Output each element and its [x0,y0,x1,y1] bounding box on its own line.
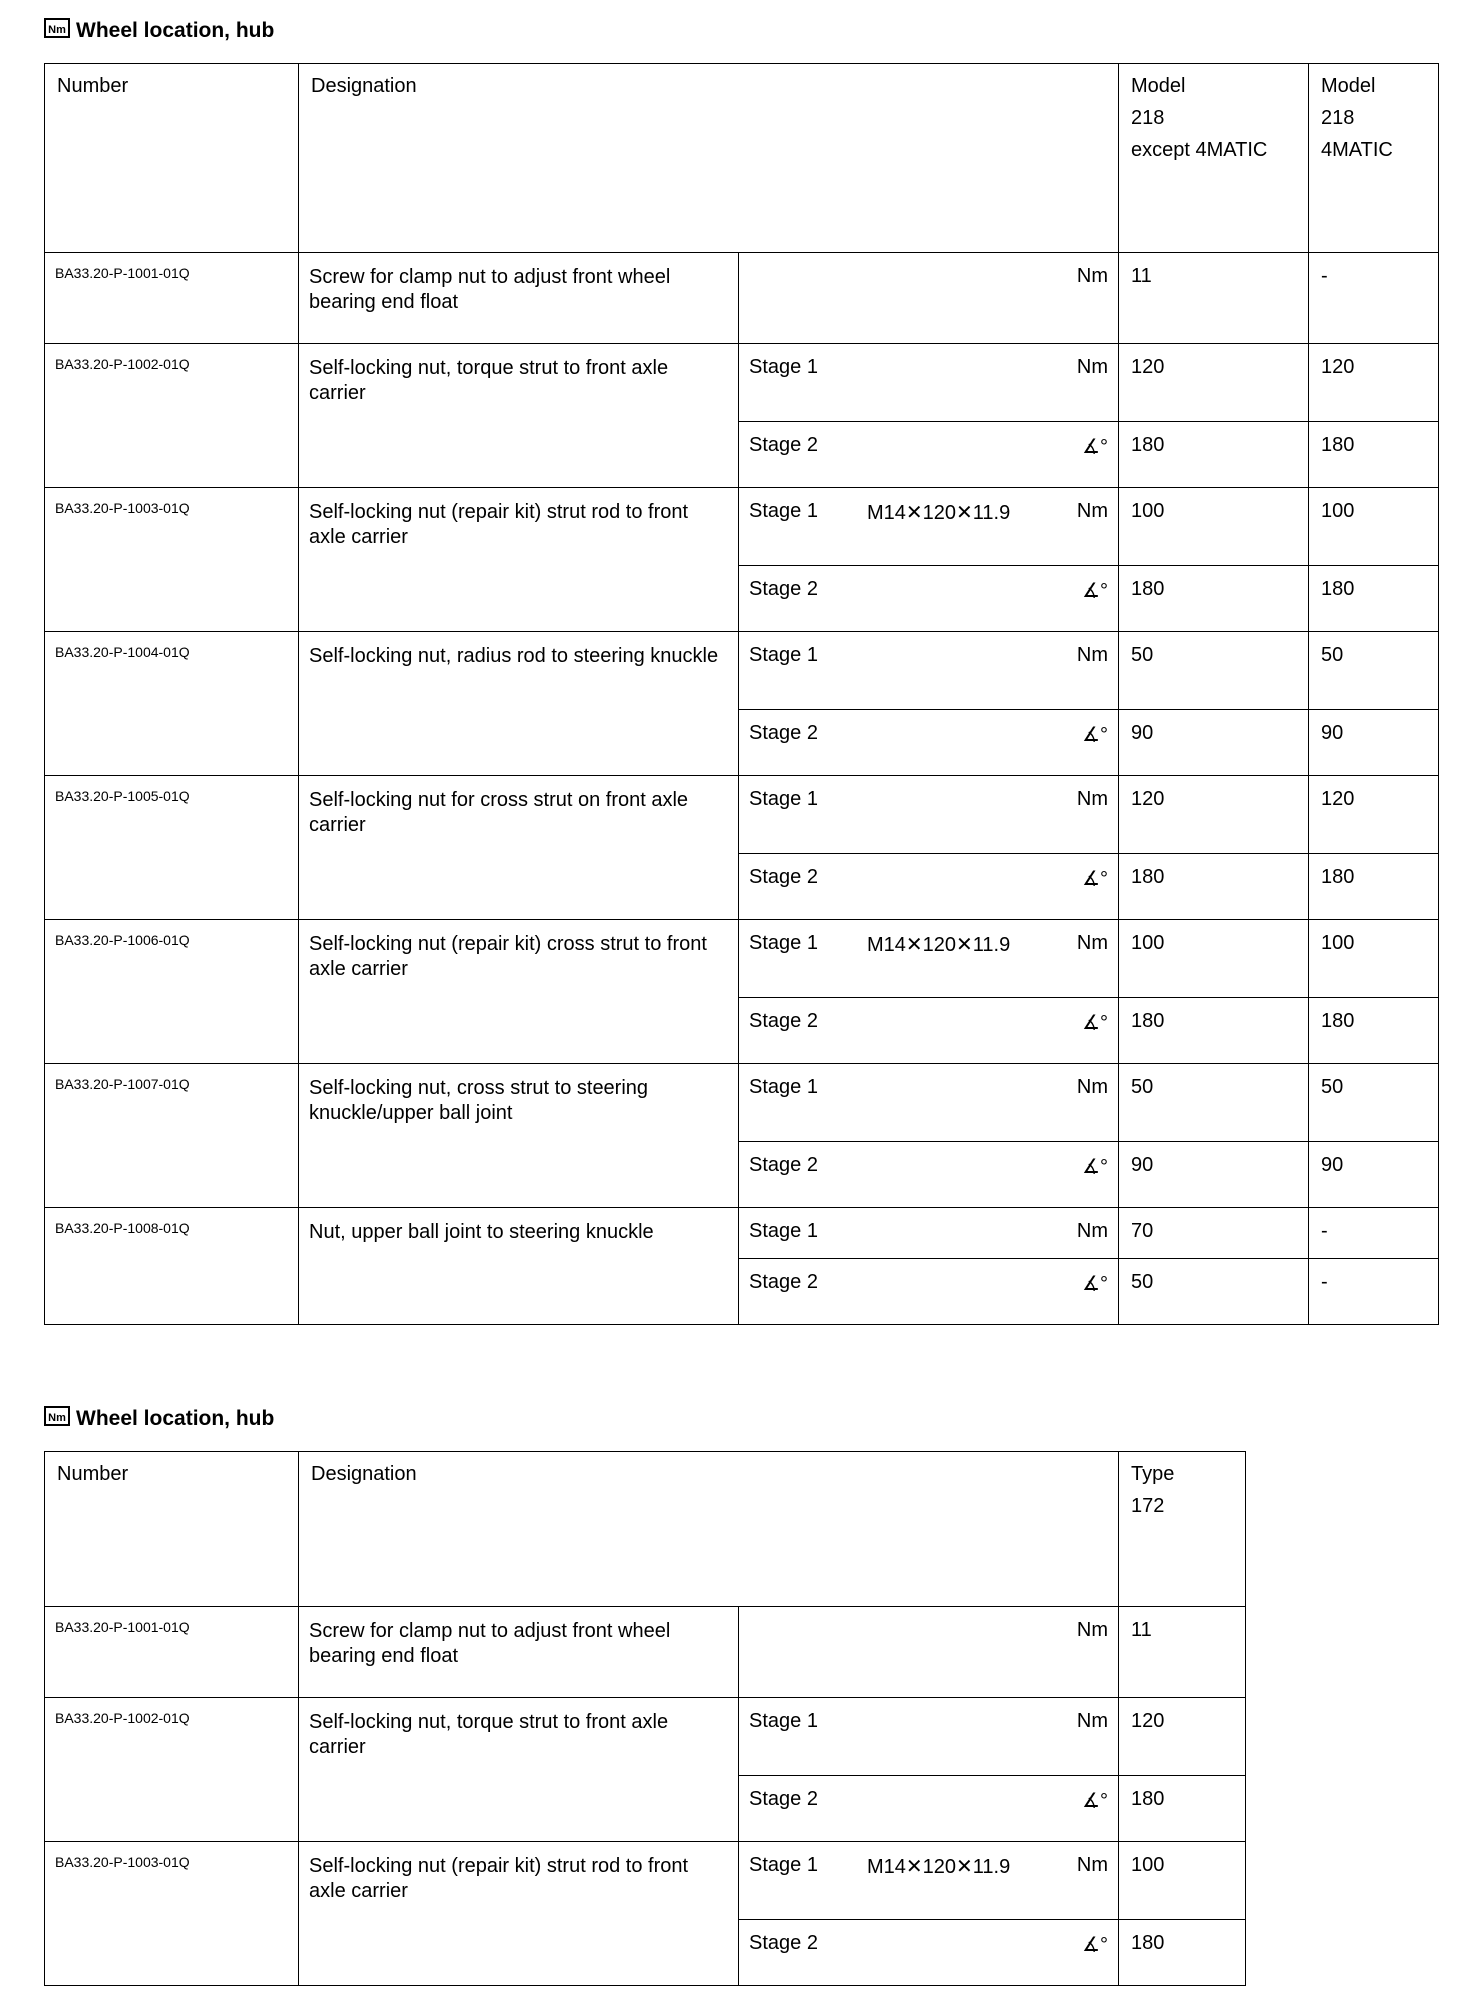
designation: Screw for clamp nut to adjust front wheel bearing end float [299,253,739,344]
value-col1: 70 [1119,1208,1309,1259]
value-col2: 50 [1309,1064,1439,1142]
section-title-text: Wheel location, hub [76,1407,275,1430]
stage-row [739,566,1118,603]
designation: Self-locking nut, cross strut to steering knuckle/upper ball joint [299,1064,739,1208]
part-number: BA33.20-P-1007-01Q [45,1064,299,1208]
header-line: Model [1131,75,1186,97]
stage-label: Stage 1 [749,932,818,954]
part-number: BA33.20-P-1003-01Q [45,1842,299,1986]
header-model-218-except-4matic [1119,64,1309,253]
stage-cell [739,422,1119,488]
angle-icon: ∡° [1082,1156,1108,1178]
stage-label: Stage 2 [749,1788,818,1810]
designation: Self-locking nut, radius rod to steering knuckle [299,632,739,776]
value-col1: 180 [1119,1920,1246,1986]
designation: Self-locking nut, torque strut to front axle carrier [299,344,739,488]
stage-row [739,1920,1118,1957]
value-col1: 120 [1119,344,1309,422]
stage-row [739,1259,1118,1296]
stage-row [739,1698,1118,1733]
header-type-172 [1119,1452,1246,1607]
header-number: Number [45,64,299,253]
unit-label: Nm [1076,1220,1108,1242]
unit-label: Nm [1076,1619,1108,1641]
stage-row [739,253,1118,288]
stage-label: Stage 2 [749,578,818,600]
part-number: BA33.20-P-1004-01Q [45,632,299,776]
table-row [45,1698,1246,1776]
stage-label: Stage 2 [749,1932,818,1954]
stage-label: Stage 2 [749,1271,818,1293]
stage-cell [739,1698,1119,1776]
stage-label: Stage 2 [749,722,818,744]
value-col2: 90 [1309,1142,1439,1208]
table-row [45,1208,1439,1259]
stage-spec: M14✕120✕11.9 [867,1856,1011,1878]
header-line: 218 [1131,107,1165,129]
designation: Self-locking nut, torque strut to front axle carrier [299,1698,739,1842]
unit-label: Nm [1076,265,1108,287]
stage-label: Stage 1 [749,1076,818,1098]
part-number: BA33.20-P-1005-01Q [45,776,299,920]
stage-row [739,1064,1118,1099]
stage-label: Stage 2 [749,1010,818,1032]
stage-label: Stage 1 [749,500,818,522]
value-col2: 180 [1309,998,1439,1064]
value-col2: 120 [1309,344,1439,422]
header-line: 172 [1131,1495,1165,1517]
value-col1: 100 [1119,1842,1246,1920]
value-col2: 180 [1309,566,1439,632]
unit-label: Nm [1076,356,1108,378]
angle-icon: ∡° [1082,1273,1108,1295]
stage-spec: M14✕120✕11.9 [867,502,1011,524]
table-row [45,344,1439,422]
part-number: BA33.20-P-1002-01Q [45,344,299,488]
stage-label: Stage 1 [749,1220,818,1242]
header-line: Type [1131,1463,1175,1485]
angle-icon: ∡° [1082,868,1108,890]
stage-row [739,632,1118,667]
stage-label: Stage 2 [749,434,818,456]
value-col2: 100 [1309,488,1439,566]
table-row [45,1842,1246,1920]
value-col2: 180 [1309,422,1439,488]
header-line: except 4MATIC [1131,139,1268,161]
unit-label: Nm [1076,1854,1108,1876]
table-row [45,920,1439,998]
header-line: Model [1321,75,1376,97]
value-col1: 120 [1119,776,1309,854]
stage-cell [739,1259,1119,1325]
section-title-1 [44,16,274,46]
part-number: BA33.20-P-1001-01Q [45,253,299,344]
stage-spec: M14✕120✕11.9 [867,934,1011,956]
angle-icon: ∡° [1082,1012,1108,1034]
header-designation: Designation [299,64,1119,253]
header-model-218-4matic [1309,64,1439,253]
stage-row [739,1208,1118,1243]
torque-table-type-172 [44,1451,1246,1986]
value-col1: 120 [1119,1698,1246,1776]
torque-table-model-218 [44,63,1439,1325]
designation: Self-locking nut for cross strut on front axle carrier [299,776,739,920]
torque-icon: Nm [44,1406,70,1426]
value-col2: 180 [1309,854,1439,920]
torque-icon: Nm [44,18,70,38]
part-number: BA33.20-P-1008-01Q [45,1208,299,1325]
value-col1: 11 [1119,253,1309,344]
unit-label: Nm [1076,500,1108,522]
value-col1: 180 [1119,998,1309,1064]
value-col2: 90 [1309,710,1439,776]
stage-label: Stage 2 [749,866,818,888]
stage-row [739,710,1118,747]
table-row [45,1607,1246,1698]
angle-icon: ∡° [1082,1934,1108,1956]
angle-icon: ∡° [1082,580,1108,602]
value-col2: - [1309,253,1439,344]
unit-label: Nm [1076,1710,1108,1732]
stage-cell [739,253,1119,344]
value-col1: 180 [1119,422,1309,488]
stage-row [739,920,1118,957]
stage-row [739,854,1118,891]
value-col2: - [1309,1259,1439,1325]
unit-label: Nm [1076,644,1108,666]
stage-cell [739,632,1119,710]
stage-row [739,422,1118,459]
section-title-text: Wheel location, hub [76,19,275,42]
stage-row [739,776,1118,811]
value-col2: 50 [1309,632,1439,710]
stage-cell [739,1842,1119,1920]
stage-label: Stage 1 [749,1710,818,1732]
designation: Screw for clamp nut to adjust front wheel bearing end float [299,1607,739,1698]
stage-row [739,1776,1118,1813]
value-col1: 100 [1119,488,1309,566]
unit-label: Nm [1076,788,1108,810]
stage-row [739,1142,1118,1179]
angle-icon: ∡° [1082,436,1108,458]
angle-icon: ∡° [1082,1790,1108,1812]
value-col1: 90 [1119,1142,1309,1208]
header-number: Number [45,1452,299,1607]
stage-cell [739,1142,1119,1208]
unit-label: Nm [1076,1076,1108,1098]
stage-label: Stage 1 [749,356,818,378]
stage-cell [739,710,1119,776]
stage-cell [739,998,1119,1064]
part-number: BA33.20-P-1003-01Q [45,488,299,632]
stage-cell [739,920,1119,998]
stage-cell [739,566,1119,632]
table-row [45,776,1439,854]
value-col1: 50 [1119,632,1309,710]
angle-icon: ∡° [1082,724,1108,746]
value-col2: 120 [1309,776,1439,854]
table-row [45,488,1439,566]
stage-cell [739,1607,1119,1698]
stage-cell [739,1920,1119,1986]
value-col1: 100 [1119,920,1309,998]
section-title-2 [44,1404,274,1434]
designation: Nut, upper ball joint to steering knuckle [299,1208,739,1325]
stage-label: Stage 1 [749,644,818,666]
stage-cell [739,488,1119,566]
stage-label: Stage 2 [749,1154,818,1176]
designation: Self-locking nut (repair kit) strut rod to front axle carrier [299,488,739,632]
header-line: 4MATIC [1321,139,1393,161]
stage-cell [739,1776,1119,1842]
header-line: 218 [1321,107,1355,129]
value-col1: 11 [1119,1607,1246,1698]
value-col1: 90 [1119,710,1309,776]
table-row [45,253,1439,344]
stage-row [739,998,1118,1035]
part-number: BA33.20-P-1001-01Q [45,1607,299,1698]
value-col1: 180 [1119,566,1309,632]
value-col2: - [1309,1208,1439,1259]
stage-row [739,1607,1118,1642]
stage-cell [739,776,1119,854]
stage-label: Stage 1 [749,788,818,810]
stage-row [739,344,1118,379]
part-number: BA33.20-P-1006-01Q [45,920,299,1064]
part-number: BA33.20-P-1002-01Q [45,1698,299,1842]
value-col1: 180 [1119,854,1309,920]
unit-label: Nm [1076,932,1108,954]
value-col2: 100 [1309,920,1439,998]
table-row [45,632,1439,710]
stage-cell [739,854,1119,920]
stage-row [739,1842,1118,1879]
stage-label: Stage 1 [749,1854,818,1876]
designation: Self-locking nut (repair kit) strut rod to front axle carrier [299,1842,739,1986]
value-col1: 50 [1119,1064,1309,1142]
value-col1: 180 [1119,1776,1246,1842]
stage-cell [739,1208,1119,1259]
header-designation: Designation [299,1452,1119,1607]
table-row [45,1064,1439,1142]
designation: Self-locking nut (repair kit) cross strut to front axle carrier [299,920,739,1064]
stage-cell [739,344,1119,422]
stage-row [739,488,1118,525]
stage-cell [739,1064,1119,1142]
value-col1: 50 [1119,1259,1309,1325]
